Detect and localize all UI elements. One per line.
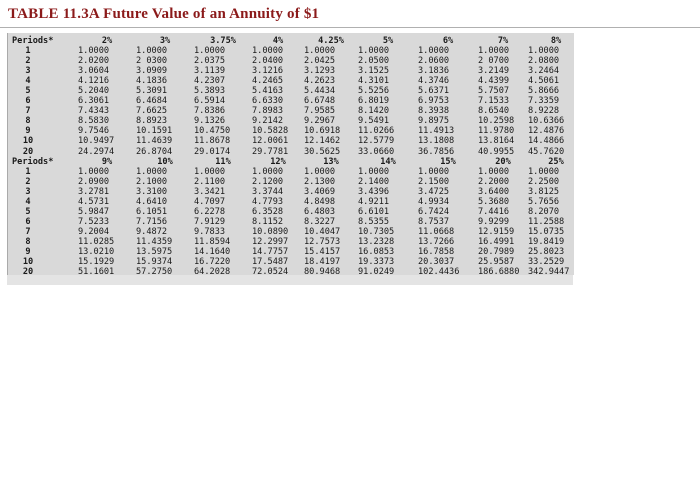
table-cell: 9.7546 bbox=[78, 126, 110, 137]
table-cell: 16.4991 bbox=[478, 236, 515, 247]
table-cell: 4.2307 bbox=[194, 76, 226, 87]
table-cell: 6.4803 bbox=[304, 206, 336, 217]
table-cell: 8.7537 bbox=[418, 216, 450, 227]
table-cell: 3.1525 bbox=[358, 66, 390, 77]
table-cell: 5.5256 bbox=[358, 86, 390, 97]
rate-header: 10% bbox=[157, 156, 173, 167]
table-cell: 6.1051 bbox=[136, 206, 168, 217]
rate-header: 12% bbox=[270, 156, 286, 167]
table-cell: 2.0200 bbox=[78, 56, 110, 67]
table-cell: 2.0400 bbox=[252, 56, 284, 67]
table-cell: 1.0000 bbox=[136, 46, 168, 57]
table-cell: 3.1293 bbox=[304, 66, 336, 77]
table-cell: 5.6371 bbox=[418, 86, 450, 97]
period-number: 1 bbox=[25, 46, 31, 57]
table-cell: 4.8498 bbox=[304, 196, 336, 207]
table-cell: 1.0000 bbox=[358, 46, 390, 57]
table-cell: 8.9228 bbox=[528, 106, 560, 117]
table-cell: 5.9847 bbox=[78, 206, 110, 217]
table-cell: 6.9753 bbox=[418, 96, 450, 107]
table-cell: 3.6400 bbox=[478, 186, 510, 197]
table-cell: 2.1000 bbox=[136, 176, 168, 187]
table-cell: 2.1300 bbox=[304, 176, 336, 187]
rate-header: 14% bbox=[380, 156, 396, 167]
table-row bbox=[12, 187, 584, 197]
table-cell: 13.7266 bbox=[418, 236, 455, 247]
period-number: 8 bbox=[25, 116, 31, 127]
table-cell: 8.1420 bbox=[358, 106, 390, 117]
period-number: 5 bbox=[25, 206, 31, 217]
table-cell: 4.6410 bbox=[136, 196, 168, 207]
table-row bbox=[12, 197, 584, 207]
table-cell: 13.0210 bbox=[78, 246, 115, 257]
rate-header-row bbox=[12, 36, 584, 46]
table-cell: 1.0000 bbox=[478, 46, 510, 57]
table-row bbox=[12, 247, 584, 257]
table-cell: 12.5779 bbox=[358, 136, 395, 147]
table-cell: 1.0000 bbox=[194, 46, 226, 57]
table-cell: 5.3091 bbox=[136, 86, 168, 97]
table-cell: 7.4343 bbox=[78, 106, 110, 117]
table-row bbox=[12, 106, 584, 116]
table-cell: 2.2500 bbox=[528, 176, 560, 187]
table-cell: 11.4913 bbox=[418, 126, 455, 137]
table-row bbox=[12, 116, 584, 126]
table-cell: 7.9585 bbox=[304, 106, 336, 117]
table-cell: 9.1326 bbox=[194, 116, 226, 127]
table-cell: 11.0266 bbox=[358, 126, 395, 137]
period-number: 10 bbox=[22, 257, 34, 268]
table-cell: 7.4416 bbox=[478, 206, 510, 217]
table-title bbox=[8, 6, 319, 23]
table-cell: 2 0300 bbox=[136, 56, 168, 67]
period-number: 1 bbox=[25, 166, 31, 177]
period-number: 6 bbox=[25, 96, 31, 107]
table-cell: 6.4684 bbox=[136, 96, 168, 107]
table-cell: 19.8419 bbox=[528, 236, 565, 247]
table-cell: 8.8923 bbox=[136, 116, 168, 127]
period-number: 3 bbox=[25, 66, 31, 77]
table-cell: 6.3528 bbox=[252, 206, 284, 217]
table-cell: 7.3359 bbox=[528, 96, 560, 107]
table-cell: 20.3037 bbox=[418, 257, 455, 268]
table-cell: 36.7856 bbox=[418, 146, 455, 157]
table-cell: 7.1533 bbox=[478, 96, 510, 107]
table-cell: 1.0000 bbox=[304, 46, 336, 57]
rate-header: 7% bbox=[497, 36, 509, 46]
table-cell: 5.4434 bbox=[304, 86, 336, 97]
table-caption: Future Value of an Annuity of $1 bbox=[103, 6, 320, 22]
rate-header: 25% bbox=[548, 156, 564, 167]
table-cell: 7.8983 bbox=[252, 106, 284, 117]
table-cell: 3.4396 bbox=[358, 186, 390, 197]
table-cell: 10.6918 bbox=[304, 126, 341, 137]
table-cell: 12.7573 bbox=[304, 236, 341, 247]
table-cell: 3.8125 bbox=[528, 186, 560, 197]
table-cell: 1.0000 bbox=[194, 166, 226, 177]
rate-header: 2% bbox=[101, 36, 113, 46]
table-cell: 4.9934 bbox=[418, 196, 450, 207]
table-cell: 3.1139 bbox=[194, 66, 226, 77]
table-cell: 8.6540 bbox=[478, 106, 510, 117]
table-cell: 2.0500 bbox=[358, 56, 390, 67]
table-cell: 6.6101 bbox=[358, 206, 390, 217]
table-cell: 45.7620 bbox=[528, 146, 565, 157]
table-cell: 91.0249 bbox=[358, 267, 395, 278]
table-cell: 4.9211 bbox=[358, 196, 390, 207]
table-cell: 33.0660 bbox=[358, 146, 395, 157]
periods-label: Periods* bbox=[12, 36, 54, 46]
table-cell: 13.5975 bbox=[136, 246, 173, 257]
period-number: 20 bbox=[22, 267, 34, 278]
table-cell: 13.8164 bbox=[478, 136, 515, 147]
rate-header: 11% bbox=[215, 156, 231, 167]
table-cell: 11.8594 bbox=[194, 236, 231, 247]
table-cell: 3.3744 bbox=[252, 186, 284, 197]
table-cell: 64.2028 bbox=[194, 267, 231, 278]
table-row bbox=[12, 96, 584, 106]
table-cell: 4.1216 bbox=[78, 76, 110, 87]
table-cell: 2.1200 bbox=[252, 176, 284, 187]
period-number: 4 bbox=[25, 76, 31, 87]
table-cell: 2.0375 bbox=[194, 56, 226, 67]
rate-header: 8% bbox=[550, 36, 562, 46]
table-cell: 9.8975 bbox=[418, 116, 450, 127]
table-cell: 19.3373 bbox=[358, 257, 395, 268]
table-cell: 2.0425 bbox=[304, 56, 336, 67]
table-cell: 3.2781 bbox=[78, 186, 110, 197]
table-cell: 12.4876 bbox=[528, 126, 565, 137]
table-cell: 9.4872 bbox=[136, 226, 168, 237]
table-number: TABLE 11.3A bbox=[8, 6, 100, 22]
period-number: 2 bbox=[25, 176, 31, 187]
table-cell: 11.4359 bbox=[136, 236, 173, 247]
table-cell: 10.7305 bbox=[358, 226, 395, 237]
table-cell: 4.7793 bbox=[252, 196, 284, 207]
table-cell: 3.1836 bbox=[418, 66, 450, 77]
table-cell: 3.2149 bbox=[478, 66, 510, 77]
table-cell: 3.4725 bbox=[418, 186, 450, 197]
rate-header: 20% bbox=[495, 156, 511, 167]
period-number: 10 bbox=[22, 136, 34, 147]
table-cell: 2.2000 bbox=[478, 176, 510, 187]
table-cell: 5.4163 bbox=[252, 86, 284, 97]
table-cell: 14.1640 bbox=[194, 246, 231, 257]
table-cell: 9.2142 bbox=[252, 116, 284, 127]
table-cell: 3.0604 bbox=[78, 66, 110, 77]
table-cell: 1.0000 bbox=[78, 166, 110, 177]
table-cell: 9.5491 bbox=[358, 116, 390, 127]
rate-header: 5% bbox=[382, 36, 394, 46]
table-cell: 40.9955 bbox=[478, 146, 515, 157]
table-cell: 5.8666 bbox=[528, 86, 560, 97]
period-number: 6 bbox=[25, 216, 31, 227]
table-cell: 8.3938 bbox=[418, 106, 450, 117]
table-cell: 11.2588 bbox=[528, 216, 565, 227]
table-cell: 1.0000 bbox=[136, 166, 168, 177]
table-cell: 3.0909 bbox=[136, 66, 168, 77]
table-cell: 1.0000 bbox=[528, 46, 560, 57]
table-cell: 12.9159 bbox=[478, 226, 515, 237]
table-cell: 20.7989 bbox=[478, 246, 515, 257]
table-cell: 6.7424 bbox=[418, 206, 450, 217]
table-cell: 1.0000 bbox=[78, 46, 110, 57]
table-cell: 4.5731 bbox=[78, 196, 110, 207]
table-cell: 33.2529 bbox=[528, 257, 565, 268]
table-row bbox=[12, 126, 584, 136]
table-row bbox=[12, 147, 584, 157]
table-cell: 7.8386 bbox=[194, 106, 226, 117]
table-cell: 9.2004 bbox=[78, 226, 110, 237]
table-cell: 11.4639 bbox=[136, 136, 173, 147]
table-cell: 6.8019 bbox=[358, 96, 390, 107]
table-cell: 15.9374 bbox=[136, 257, 173, 268]
annuity-table bbox=[12, 36, 584, 277]
table-cell: 4.3746 bbox=[418, 76, 450, 87]
table-cell: 15.0735 bbox=[528, 226, 565, 237]
table-cell: 5.7656 bbox=[528, 196, 560, 207]
rate-header: 4.25% bbox=[318, 36, 344, 46]
rate-header: 3% bbox=[159, 36, 171, 46]
table-cell: 7.7156 bbox=[136, 216, 168, 227]
table-cell: 3.3100 bbox=[136, 186, 168, 197]
table-cell: 13.2328 bbox=[358, 236, 395, 247]
table-cell: 12.2997 bbox=[252, 236, 289, 247]
table-row bbox=[12, 227, 584, 237]
table-cell: 5.3893 bbox=[194, 86, 226, 97]
period-number: 3 bbox=[25, 186, 31, 197]
table-cell: 1.0000 bbox=[418, 166, 450, 177]
table-cell: 3.1216 bbox=[252, 66, 284, 77]
table-cell: 2.1400 bbox=[358, 176, 390, 187]
table-cell: 24.2974 bbox=[78, 146, 115, 157]
table-cell: 1.0000 bbox=[252, 46, 284, 57]
table-cell: 186.6880 bbox=[478, 267, 520, 278]
table-row bbox=[12, 267, 584, 277]
table-cell: 4.2623 bbox=[304, 76, 336, 87]
rate-header: 6% bbox=[442, 36, 454, 46]
table-cell: 15.1929 bbox=[78, 257, 115, 268]
table-cell: 14.7757 bbox=[252, 246, 289, 257]
table-cell: 16.7858 bbox=[418, 246, 455, 257]
table-cell: 102.4436 bbox=[418, 267, 460, 278]
title-divider bbox=[0, 27, 700, 28]
table-cell: 10.1591 bbox=[136, 126, 173, 137]
table-row bbox=[12, 76, 584, 86]
table-cell: 72.0524 bbox=[252, 267, 289, 278]
period-number: 5 bbox=[25, 86, 31, 97]
table-row bbox=[12, 86, 584, 96]
table-cell: 8.1152 bbox=[252, 216, 284, 227]
table-row bbox=[12, 136, 584, 146]
table-cell: 2 0700 bbox=[478, 56, 510, 67]
table-row bbox=[12, 46, 584, 56]
table-cell: 80.9468 bbox=[304, 267, 341, 278]
table-cell: 5.7507 bbox=[478, 86, 510, 97]
table-cell: 9.9299 bbox=[478, 216, 510, 227]
table-cell: 2.1100 bbox=[194, 176, 226, 187]
period-number: 8 bbox=[25, 236, 31, 247]
table-cell: 29.7781 bbox=[252, 146, 289, 157]
table-cell: 8.3227 bbox=[304, 216, 336, 227]
table-cell: 10.0890 bbox=[252, 226, 289, 237]
period-number: 7 bbox=[25, 226, 31, 237]
table-cell: 2.0600 bbox=[418, 56, 450, 67]
table-cell: 16.0853 bbox=[358, 246, 395, 257]
table-cell: 7.9129 bbox=[194, 216, 226, 227]
table-cell: 17.5487 bbox=[252, 257, 289, 268]
table-cell: 10.4047 bbox=[304, 226, 341, 237]
table-cell: 3.3421 bbox=[194, 186, 226, 197]
table-cell: 2.0900 bbox=[78, 176, 110, 187]
table-cell: 51.1601 bbox=[78, 267, 115, 278]
table-cell: 10.5828 bbox=[252, 126, 289, 137]
table-row bbox=[12, 207, 584, 217]
table-cell: 10.4750 bbox=[194, 126, 231, 137]
period-number: 9 bbox=[25, 246, 31, 257]
table-cell: 30.5625 bbox=[304, 146, 341, 157]
rate-header: 15% bbox=[440, 156, 456, 167]
period-number: 2 bbox=[25, 56, 31, 67]
table-cell: 4.5061 bbox=[528, 76, 560, 87]
table-cell: 3.4069 bbox=[304, 186, 336, 197]
period-number: 4 bbox=[25, 196, 31, 207]
table-cell: 6.2278 bbox=[194, 206, 226, 217]
table-cell: 6.3061 bbox=[78, 96, 110, 107]
rate-header: 3.75% bbox=[210, 36, 236, 46]
table-cell: 14.4866 bbox=[528, 136, 565, 147]
rate-header: 9% bbox=[101, 156, 113, 167]
table-row bbox=[12, 56, 584, 66]
table-cell: 6.6330 bbox=[252, 96, 284, 107]
period-number: 20 bbox=[22, 146, 34, 157]
periods-label: Periods* bbox=[12, 156, 54, 167]
table-cell: 4.4399 bbox=[478, 76, 510, 87]
table-row bbox=[12, 217, 584, 227]
table-cell: 12.1462 bbox=[304, 136, 341, 147]
table-cell: 1.0000 bbox=[358, 166, 390, 177]
table-cell: 11.9780 bbox=[478, 126, 515, 137]
table-cell: 1.0000 bbox=[304, 166, 336, 177]
table-cell: 6.5914 bbox=[194, 96, 226, 107]
table-cell: 2.0800 bbox=[528, 56, 560, 67]
table-cell: 5.3680 bbox=[478, 196, 510, 207]
table-cell: 10.9497 bbox=[78, 136, 115, 147]
table-row bbox=[12, 257, 584, 267]
table-cell: 15.4157 bbox=[304, 246, 341, 257]
table-cell: 10.2598 bbox=[478, 116, 515, 127]
period-number: 9 bbox=[25, 126, 31, 137]
rate-header: 4% bbox=[272, 36, 284, 46]
table-cell: 5.2040 bbox=[78, 86, 110, 97]
table-cell: 1.0000 bbox=[528, 166, 560, 177]
table-cell: 25.9587 bbox=[478, 257, 515, 268]
table-cell: 13.1808 bbox=[418, 136, 455, 147]
period-number: 7 bbox=[25, 106, 31, 117]
table-cell: 18.4197 bbox=[304, 257, 341, 268]
table-row bbox=[12, 237, 584, 247]
table-cell: 11.0285 bbox=[78, 236, 115, 247]
table-cell: 4.2465 bbox=[252, 76, 284, 87]
table-cell: 1.0000 bbox=[478, 166, 510, 177]
rate-header-row bbox=[12, 157, 584, 167]
table-cell: 7.5233 bbox=[78, 216, 110, 227]
table-cell: 8.2070 bbox=[528, 206, 560, 217]
table-cell: 11.0668 bbox=[418, 226, 455, 237]
table-cell: 9.7833 bbox=[194, 226, 226, 237]
rate-header: 13% bbox=[323, 156, 339, 167]
table-cell: 11.8678 bbox=[194, 136, 231, 147]
table-cell: 25.8023 bbox=[528, 246, 565, 257]
table-cell: 12.0061 bbox=[252, 136, 289, 147]
table-cell: 1.0000 bbox=[252, 166, 284, 177]
table-cell: 29.0174 bbox=[194, 146, 231, 157]
table-cell: 4.3101 bbox=[358, 76, 390, 87]
table-cell: 342.9447 bbox=[528, 267, 570, 278]
table-cell: 16.7220 bbox=[194, 257, 231, 268]
table-cell: 4.1836 bbox=[136, 76, 168, 87]
table-cell: 26.8704 bbox=[136, 146, 173, 157]
table-cell: 8.5830 bbox=[78, 116, 110, 127]
table-cell: 4.7097 bbox=[194, 196, 226, 207]
table-cell: 7.6625 bbox=[136, 106, 168, 117]
table-row bbox=[12, 167, 584, 177]
table-row bbox=[12, 66, 584, 76]
table-cell: 10.6366 bbox=[528, 116, 565, 127]
table-cell: 9.2967 bbox=[304, 116, 336, 127]
table-cell: 3.2464 bbox=[528, 66, 560, 77]
table-cell: 1.0000 bbox=[418, 46, 450, 57]
table-cell: 57.2750 bbox=[136, 267, 173, 278]
table-cell: 6.6748 bbox=[304, 96, 336, 107]
table-cell: 8.5355 bbox=[358, 216, 390, 227]
table-cell: 2.1500 bbox=[418, 176, 450, 187]
table-row bbox=[12, 177, 584, 187]
